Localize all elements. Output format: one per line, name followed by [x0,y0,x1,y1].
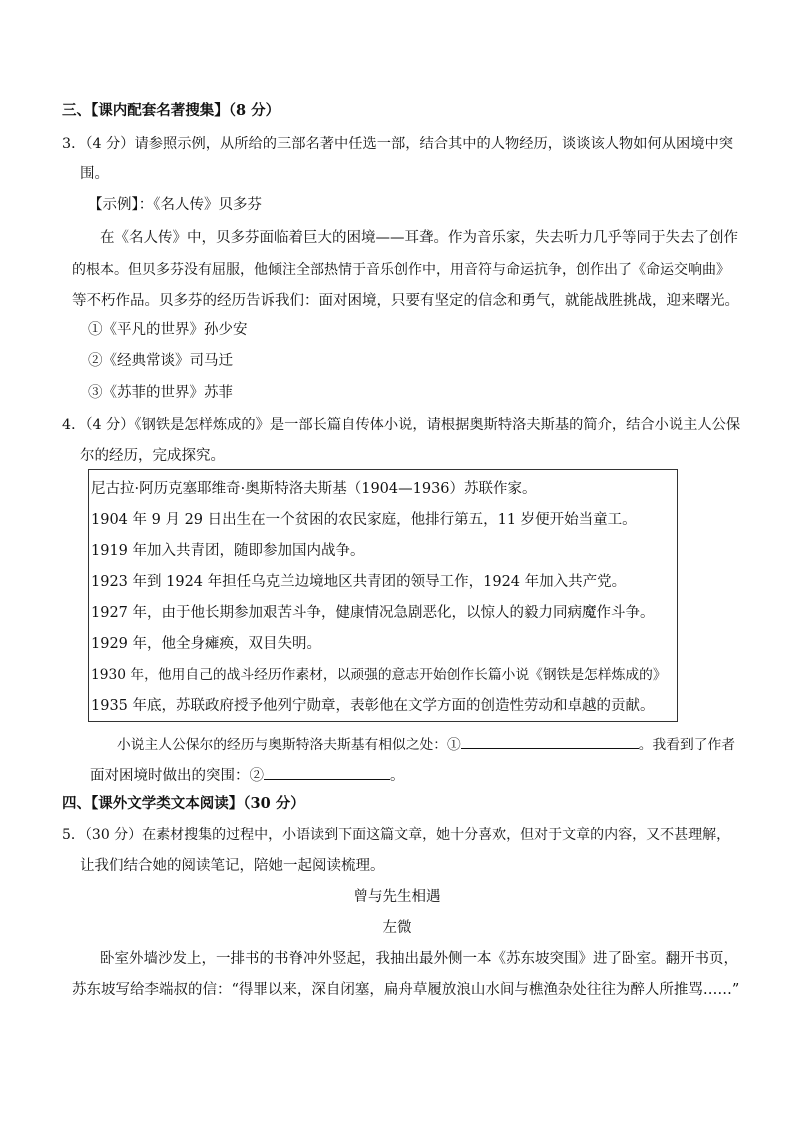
question-5-stem: 5．（30 分）在素材搜集的过程中，小语读到下面这篇文章，她十分喜欢，但对于文章的内容，又不甚理解， [62,827,731,843]
article-author: 左微 [382,920,412,936]
answer-suffix-2: 。 [390,768,405,784]
answer-prefix-1: 小说主人公保尔的经历与奥斯特洛夫斯基有相似之处：① [117,737,461,753]
option-item: ③《苏菲的世界》苏菲 [88,385,233,401]
bio-line: 1935 年底，苏联政府授予他列宁勋章，表彰他在文学方面的创造性劳动和卓越的贡献。 [91,698,655,714]
answer-suffix-1: 。我看到了作者 [638,737,736,753]
answer-line-1 [117,733,735,755]
option-item: ②《经典常谈》司马迁 [88,353,233,369]
question-5-stem-cont: 让我们结合她的阅读笔记，陪她一起阅读梳理。 [80,858,385,874]
example-paragraph-line: 等不朽作品。贝多芬的经历告诉我们：面对困境，只要有坚定的信念和勇气，就能战胜挑战，迎来曙光。 [72,293,739,309]
bio-line: 1927 年，由于他长期参加艰苦斗争，健康情况急剧恶化，以惊人的毅力同病魔作斗争。 [91,605,655,621]
question-3-stem: 3．（4 分）请参照示例，从所给的三部名著中任选一部，结合其中的人物经历，谈谈该人物如何从困境中突 [62,136,734,152]
example-paragraph-line: 的根本。但贝多芬没有屈服，他倾注全部热情于音乐创作中，用音符与命运抗争，创作出了《命运交响曲》 [72,262,730,278]
question-3-stem-cont: 围。 [80,166,109,182]
answer-line-2 [90,764,405,786]
article-paragraph-line: 卧室外墙沙发上，一排书的书脊冲外竖起，我抽出最外侧一本《苏东坡突围》进了卧室。翻开书页， [100,951,738,967]
bio-line: 1930 年，他用自己的战斗经历作素材，以顽强的意志开始创作长篇小说《钢铁是怎样炼成的》 [91,667,667,683]
option-item: ①《平凡的世界》孙少安 [88,322,248,338]
bio-line: 尼古拉·阿历克塞耶维奇·奥斯特洛夫斯基（1904—1936）苏联作家。 [91,481,537,497]
bio-line: 1923 年到 1924 年担任乌克兰边境地区共青团的领导工作，1924 年加入共产党。 [91,574,627,590]
question-4-stem-cont: 尔的经历，完成探究。 [80,448,225,464]
answer-blank-2[interactable] [264,764,390,780]
bio-line: 1904 年 9 月 29 日出生在一个贫困的农民家庭，他排行第五，11 岁便开始当童工。 [91,512,637,528]
section-3-heading: 三、【课内配套名著搜集】（8 分） [62,102,281,119]
question-4-stem: 4．（4 分）《钢铁是怎样炼成的》是一部长篇自传体小说，请根据奥斯特洛夫斯基的简介，结合小说主人公保 [62,417,741,433]
answer-prefix-2: 面对困境时做出的突围：② [90,768,264,784]
example-paragraph-line: 在《名人传》中，贝多芬面临着巨大的困境——耳聋。作为音乐家，失去听力几乎等同于失去了创作 [100,230,738,246]
article-paragraph-line: 苏东坡写给李端叔的信：“得罪以来，深自闭塞，扁舟草履放浪山水间与樵渔杂处往往为醉人所推骂……” [72,982,740,998]
bio-line: 1929 年，他全身瘫痪，双目失明。 [91,636,322,652]
answer-blank-1[interactable] [461,733,639,749]
section-4-heading: 四、【课外文学类文本阅读】（30 分） [62,795,305,812]
example-label: 【示例】：《名人传》贝多芬 [88,197,262,213]
bio-line: 1919 年加入共青团，随即参加国内战争。 [91,543,365,559]
author-bio-box [88,469,678,722]
article-title: 曾与先生相遇 [353,889,441,905]
